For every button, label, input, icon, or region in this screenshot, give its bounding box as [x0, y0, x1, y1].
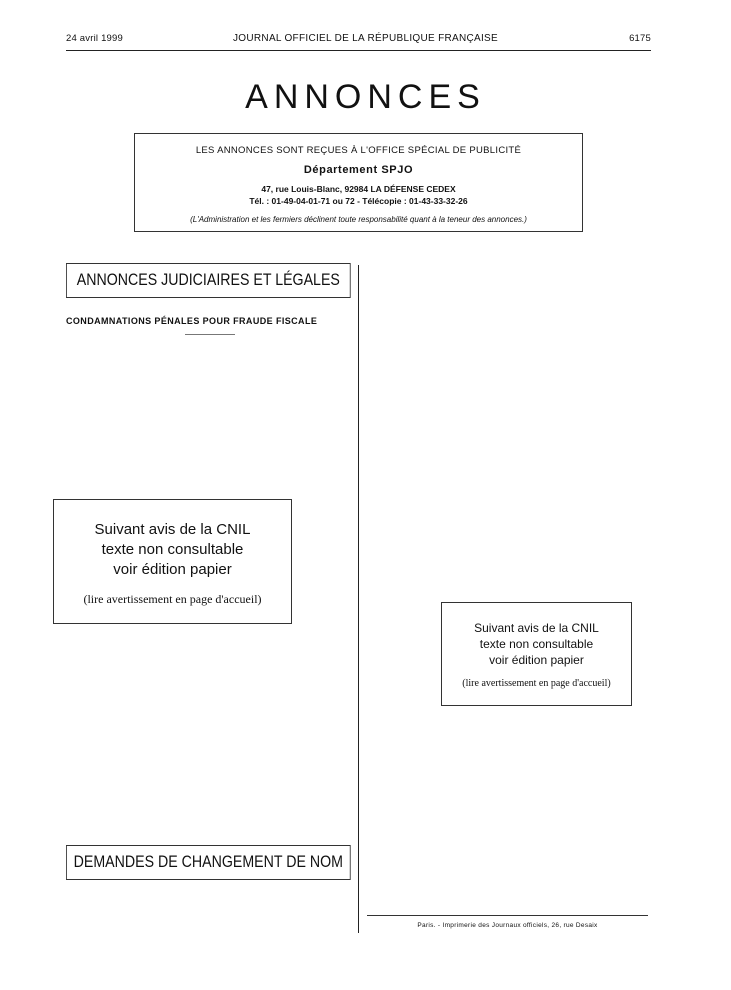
cnil-line-3: voir édition papier	[489, 653, 584, 667]
info-box-phone: Tél. : 01-49-04-01-71 ou 72 - Télécopie : 01-43-33-32-26	[249, 196, 468, 206]
footer-rule	[367, 915, 648, 916]
info-box	[134, 133, 583, 232]
info-box-intro: LES ANNONCES SONT REÇUES À L'OFFICE SPÉCIAL DE PUBLICITÉ	[195, 145, 522, 156]
header-journal-title: JOURNAL OFFICIEL DE LA RÉPUBLIQUE FRANÇAISE	[233, 33, 498, 44]
cnil-line-2: texte non consultable	[479, 637, 594, 651]
footer-imprint: Paris. - Imprimerie des Journaux officiels, 26, rue Desaix	[417, 922, 598, 929]
cnil-note: (lire avertissement en page d'accueil)	[83, 592, 262, 606]
subheading-rule	[185, 334, 235, 335]
cnil-line-1: Suivant avis de la CNIL	[94, 521, 251, 538]
cnil-notice-left	[53, 499, 292, 624]
cnil-note: (lire avertissement en page d'accueil)	[462, 678, 611, 689]
header-page-number: 6175	[629, 33, 651, 44]
section-subheading: CONDAMNATIONS PÉNALES POUR FRAUDE FISCALE	[66, 316, 318, 326]
info-box-address: 47, rue Louis-Blanc, 92984 LA DÉFENSE CEDEX	[261, 184, 456, 194]
info-box-department: Département SPJO	[303, 164, 414, 176]
info-box-disclaimer: (L'Administration et les fermiers déclinent toute responsabilité quant à la teneur des annonces.)	[190, 215, 527, 224]
cnil-line-1: Suivant avis de la CNIL	[474, 621, 599, 635]
column-divider	[358, 265, 359, 933]
section-heading-demandes: DEMANDES DE CHANGEMENT DE NOM	[66, 845, 351, 880]
cnil-line-3: voir édition papier	[113, 561, 232, 578]
header-rule	[66, 50, 651, 51]
cnil-line-2: texte non consultable	[101, 541, 244, 558]
header-date: 24 avril 1999	[66, 33, 123, 44]
section-heading-judiciaires: ANNONCES JUDICIAIRES ET LÉGALES	[66, 263, 351, 298]
page-title: ANNONCES	[245, 78, 486, 116]
cnil-notice-right	[441, 602, 632, 706]
